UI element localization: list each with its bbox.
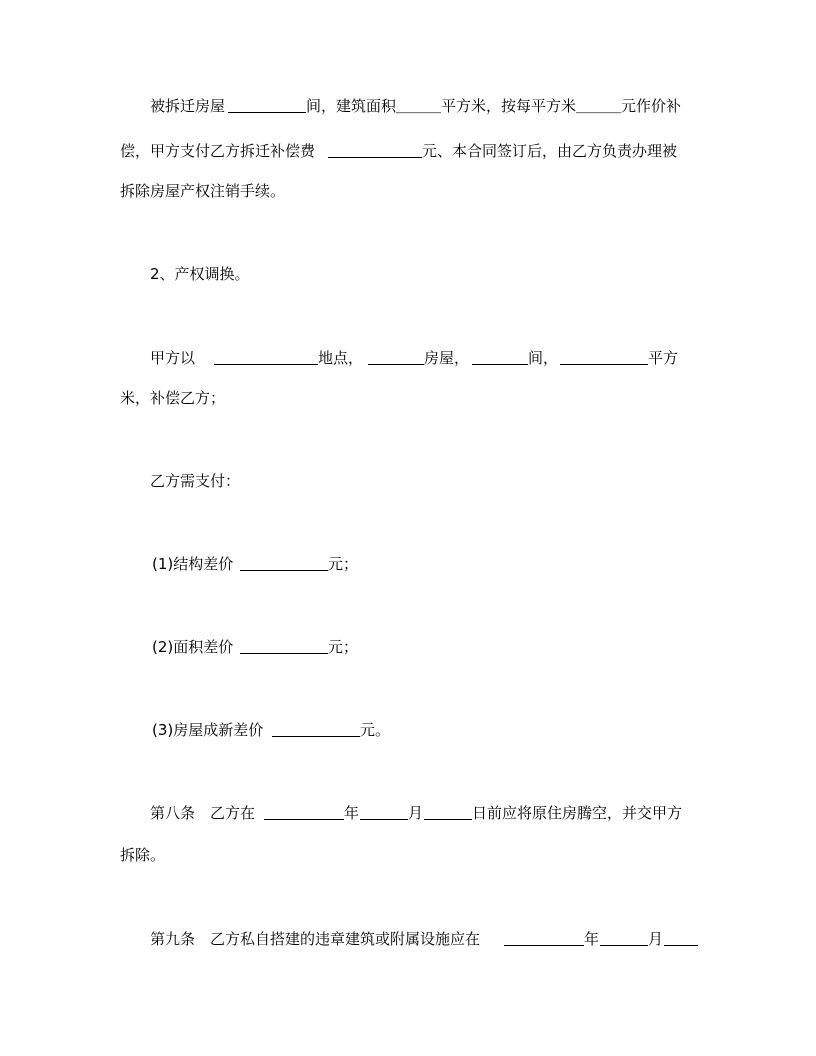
paragraph-article-8-line-1: [0, 802, 816, 824]
paragraph-article-9-line-1: [0, 928, 816, 950]
paragraph-exchange-details-line-2: [0, 387, 816, 409]
blank-newness-difference: [272, 736, 360, 737]
blank-year: [504, 945, 584, 946]
paragraph-property-exchange: [0, 263, 816, 285]
text-segment: 拆除房屋产权注销手续。: [120, 182, 286, 200]
text-segment: 第九条 乙方私自搭建的违章建筑或附属设施应在: [150, 930, 481, 948]
text-segment: 年: [584, 930, 600, 948]
blank-structure-difference: [240, 570, 328, 571]
blank-area-difference: [240, 653, 328, 654]
text-segment: 被拆迁房屋: [150, 97, 226, 115]
text-segment: 间，: [528, 349, 559, 367]
blank-area: [560, 364, 648, 365]
text-segment: 元；: [328, 555, 359, 573]
blank-compensation-fee: [328, 157, 422, 158]
text-segment: 乙方需支付：: [150, 472, 241, 490]
blank-day: [664, 945, 698, 946]
paragraph-article-8-line-2: [0, 844, 816, 866]
text-segment: 偿，甲方支付乙方拆迁补偿费: [120, 142, 316, 160]
text-segment: 米，补偿乙方；: [120, 389, 226, 407]
text-segment: 房屋，: [424, 349, 470, 367]
text-segment: 第八条 乙方在: [150, 804, 256, 822]
blank-year: [264, 819, 344, 820]
blank-month: [360, 819, 408, 820]
paragraph-payment-intro: [0, 470, 816, 492]
text-segment: (1)结构差价: [152, 555, 234, 573]
text-segment: (2)面积差价: [152, 638, 234, 656]
paragraph-compensation-line-2: [0, 140, 816, 162]
blank-location: [214, 364, 318, 365]
blank-day: [424, 819, 472, 820]
text-segment: 元、本合同签订后，由乙方负责办理被: [422, 142, 678, 160]
text-segment: 元。: [360, 721, 391, 739]
blank-house: [368, 364, 424, 365]
paragraph-exchange-details-line-1: [0, 347, 816, 369]
blank-rooms-count: [228, 112, 306, 113]
text-segment: 2、产权调换。: [150, 265, 250, 283]
text-segment: 平方: [648, 349, 679, 367]
blank-rooms: [472, 364, 528, 365]
paragraph-compensation-line-1: [0, 95, 816, 117]
blank-month: [600, 945, 648, 946]
text-segment: 月: [408, 804, 424, 822]
text-segment: 日前应将原住房腾空，并交甲方: [472, 804, 683, 822]
text-segment: 月: [648, 930, 664, 948]
paragraph-compensation-line-3: [0, 180, 816, 202]
paragraph-newness-difference: [0, 719, 816, 741]
text-segment: 年: [344, 804, 360, 822]
paragraph-structure-difference: [0, 553, 816, 575]
text-segment: 间，建筑面积＿＿＿平方米，按每平方米＿＿＿元作价补: [306, 97, 682, 115]
text-segment: 拆除。: [120, 846, 166, 864]
paragraph-area-difference: [0, 636, 816, 658]
text-segment: (3)房屋成新差价: [152, 721, 264, 739]
text-segment: 甲方以: [150, 349, 196, 367]
text-segment: 元；: [328, 638, 359, 656]
text-segment: 地点，: [318, 349, 364, 367]
